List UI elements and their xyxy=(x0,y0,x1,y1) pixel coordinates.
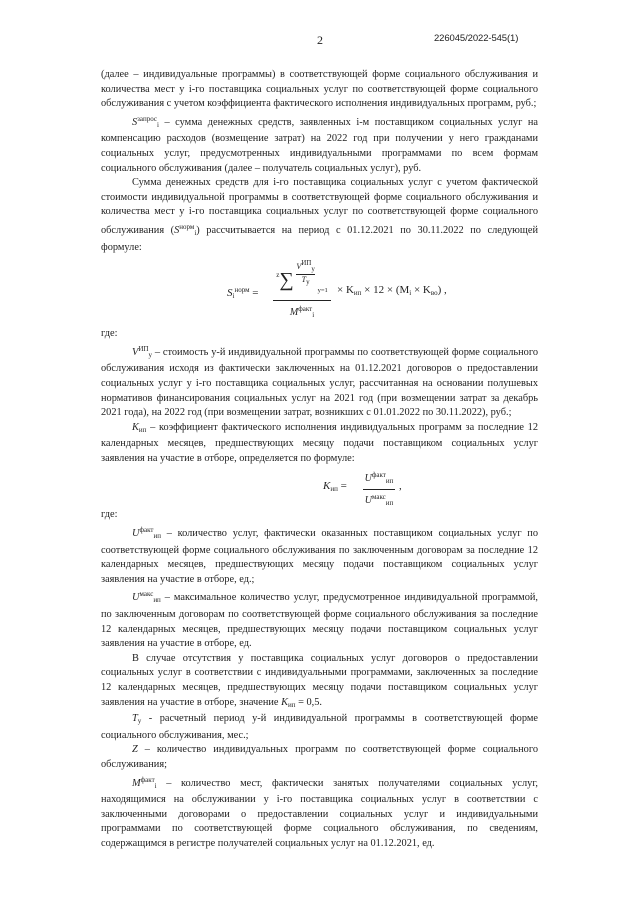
formula-k-ip: $K_{ип}$ = $U^{факт}_{ип}$ $U^{макс}_{ип}$ , xyxy=(101,468,538,504)
paragraph-continuation: (далее – индивидуальные программы) в соответствующей форме социального обслуживания и количества мест у i-го поставщика социальных услуг по соответствующей форме социального обслуживания с учетом коэффициента фактического исполнения индивидуальных программ, руб.; xyxy=(101,69,538,110)
definition-z: Z – количество индивидуальных программ по соответствующей форме социального обслуживания; xyxy=(101,744,538,770)
where-label-2: где: xyxy=(101,509,118,521)
definition-t-y: $T_y$ - расчетный период y-й индивидуальной программы в соответствующей форме социального обслуживания, мес.; xyxy=(101,713,538,741)
document-code: 226045/2022-545(1) xyxy=(434,33,519,44)
definition-v-ip: $V^{ИП}_y$ – стоимость y-й индивидуальной программы по соответствующей форме социального обслуживания исходя из фактически заключенных на 01.12.2021 договоров о предоставлении социальных услуг у i-го поставщика социальных услуг, рассчитанная на основании полушевых нормативов финансирования социальных услуг на 2021 год (при возмещении затрат за декабрь 2021 года), на 2022 год (при возмещении затрат, возникших с 01.01.2022 по 30.11.2022), руб.; xyxy=(101,344,538,419)
definition-k-ip: $K_{ип}$ – коэффициент фактического исполнения индивидуальных программ за последние 12 календарных месяцев, предшествующих месяцу подачи поставщиком социальных услуг заявления на участие в отборе, определяется по формуле: xyxy=(101,421,538,464)
page-number: 2 xyxy=(317,33,323,47)
paragraph-sum-intro: Сумма денежных средств для i-го поставщика социальных услуг с учетом фактической стоимости индивидуальной программы в соответствующей форме социального обслуживания и количества мест у i-го поставщика социальных услуг по соответствующей форме социального обслуживания $(S^{норм}_i)$ рассчитывается на период с 01.12.2021 по 30.11.2022 по следующей формуле: xyxy=(101,177,538,253)
definition-u-fact: $U^{факт}_{ип}$ – количество услуг, фактически оказанных поставщиком социальных услуг по соответствующей форме социального обслуживания по заключенным договорам за последние 12 календарных месяцев, предшествующих месяцу подачи поставщиком социальных услуг заявления на участие в отборе, ед.; xyxy=(101,526,538,585)
definition-m-fact: $M^{факт}_i$ – количество мест, фактически занятых получателями социальных услуг, находящимися на обслуживании у i-го поставщика социальных услуг в соответствии с заключенными договорами о предоставлении социальных услуг и индивидуальными программами по соответствующей форме социального обслуживания, по сведениям, содержащимся в регистре получателей социальных услуг на 01.12.2021, ед. xyxy=(101,775,538,849)
where-label-1: где: xyxy=(101,328,118,340)
document-body xyxy=(101,68,538,852)
paragraph-no-contracts-case: В случае отсутствия у поставщика социальных услуг договоров о предоставлении социальных услуг в соответствии с индивидуальными программами, заключенных за последние 12 календарных месяцев, предшествующих месяцу подачи поставщиком социальных услуг заявления на участие в отборе, значение $K_{ип} = 0,5$. xyxy=(101,652,538,709)
definition-s-request: $S^{запрос}_i$ – сумма денежных средств, заявленных i-м поставщиком социальных услуг на компенсацию расходов (возмещение затрат) на 2022 год при получении у него гражданами социальных услуг, предусмотренных индивидуальными программами по всем формам социального обслуживания (далее – получатель социальных услуг), руб. xyxy=(101,114,538,174)
formula-s-norm: $S_i^{норм}$ = $^z$∑ $V^{ИП}_y$ $T_y$ $_{y=1}$ $M^{факт}_i$ × $K_{ип} \times 12 \times (M_i \times K_{во})$ , xyxy=(227,259,447,319)
definition-u-max: $U^{макс}_{ип}$ – максимальное количество услуг, предусмотренное индивидуальной программой, по заключенным договорам по соответствующей форме социального обслуживания за последние 12 календарных месяцев, предшествующих месяцу подачи поставщиком социальных услуг заявления на участие в отборе, ед. xyxy=(101,590,538,650)
